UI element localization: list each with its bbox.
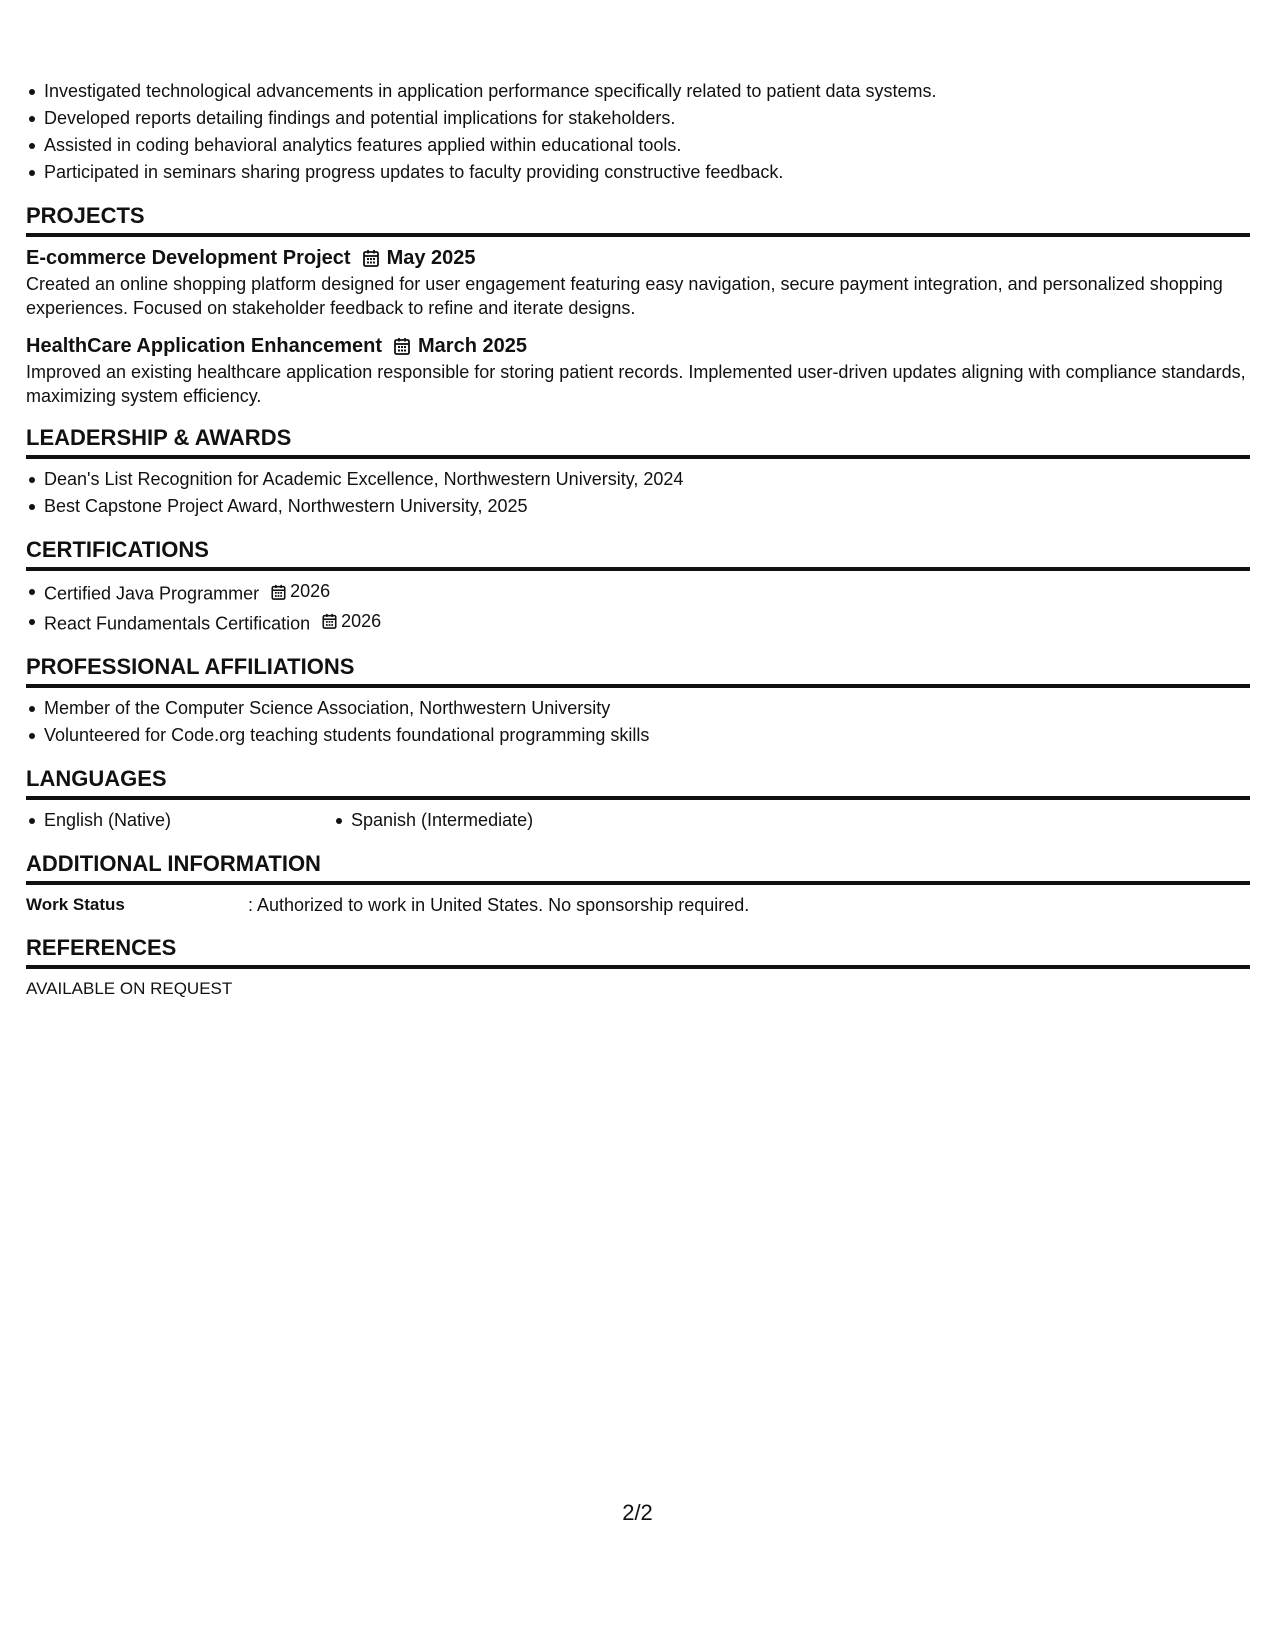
language-item: English (Native) xyxy=(44,807,351,834)
certifications-list xyxy=(26,578,1250,637)
project-description: Created an online shopping platform designed for user engagement featuring easy navigation, secure payment integration, and personalized shopping experiences. Focused on stakeholder feedback to refine and iterate designs. xyxy=(26,274,1223,318)
section-title-additional: ADDITIONAL INFORMATION xyxy=(26,850,1250,885)
certifications-section xyxy=(26,536,1250,637)
resume-page xyxy=(26,78,1250,1002)
list-item: Assisted in coding behavioral analytics features applied within educational tools. xyxy=(44,132,1250,159)
project-name: E-commerce Development Project xyxy=(26,247,351,269)
language-item: Spanish (Intermediate) xyxy=(351,807,658,834)
leadership-section xyxy=(26,424,1250,520)
page-number: 2/2 xyxy=(622,1500,653,1525)
list-item: Volunteered for Code.org teaching students foundational programming skills xyxy=(44,722,1250,749)
project-date: May 2025 xyxy=(386,247,476,269)
project-heading xyxy=(26,332,1250,360)
certification-date xyxy=(322,608,381,635)
list-item: Investigated technological advancements in application performance specifically related to patient data systems. xyxy=(44,78,1250,105)
section-title-leadership: LEADERSHIP & AWARDS xyxy=(26,424,1250,459)
certification-name: Certified Java Programmer xyxy=(44,583,260,604)
project-name: HealthCare Application Enhancement xyxy=(26,335,382,357)
certification-date xyxy=(271,578,330,605)
work-status-value: : Authorized to work in United States. No sponsorship required. xyxy=(248,895,750,915)
section-title-references: REFERENCES xyxy=(26,934,1250,969)
list-item: Developed reports detailing findings and potential implications for stakeholders. xyxy=(44,105,1250,132)
references-text: AVAILABLE ON REQUEST xyxy=(26,979,233,998)
affiliations-section xyxy=(26,653,1250,749)
section-title-languages: LANGUAGES xyxy=(26,765,1250,800)
list-item xyxy=(44,578,1250,608)
languages-list xyxy=(26,807,1250,834)
project-heading xyxy=(26,244,1250,272)
list-item: Best Capstone Project Award, Northwestern University, 2025 xyxy=(44,493,1250,520)
section-title-projects: PROJECTS xyxy=(26,202,1250,237)
certification-year: 2026 xyxy=(341,610,382,631)
project-date: March 2025 xyxy=(418,335,527,357)
section-title-certifications: CERTIFICATIONS xyxy=(26,536,1250,571)
experience-bullet-list xyxy=(26,78,1250,186)
languages-section xyxy=(26,765,1250,834)
calendar-icon xyxy=(322,613,337,629)
list-item: Dean's List Recognition for Academic Excellence, Northwestern University, 2024 xyxy=(44,466,1250,493)
project-description: Improved an existing healthcare application responsible for storing patient records. Implemented user-driven updates aligning with compliance standards, maximizing system efficiency. xyxy=(26,362,1246,406)
projects-section xyxy=(26,202,1250,408)
leadership-list xyxy=(26,466,1250,520)
calendar-icon xyxy=(271,584,286,600)
affiliations-list xyxy=(26,695,1250,749)
certification-name: React Fundamentals Certification xyxy=(44,613,311,633)
certification-year: 2026 xyxy=(290,581,331,601)
references-section xyxy=(26,934,1250,1002)
list-item xyxy=(44,608,1250,638)
list-item: Participated in seminars sharing progress updates to faculty providing constructive feedback. xyxy=(44,159,1250,186)
work-status-label: Work Status xyxy=(26,895,125,914)
section-title-affiliations: PROFESSIONAL AFFILIATIONS xyxy=(26,653,1250,688)
calendar-icon xyxy=(394,337,410,355)
work-status-row xyxy=(26,892,1250,918)
calendar-icon xyxy=(363,249,379,267)
additional-info-section xyxy=(26,850,1250,918)
list-item: Member of the Computer Science Association, Northwestern University xyxy=(44,695,1250,722)
